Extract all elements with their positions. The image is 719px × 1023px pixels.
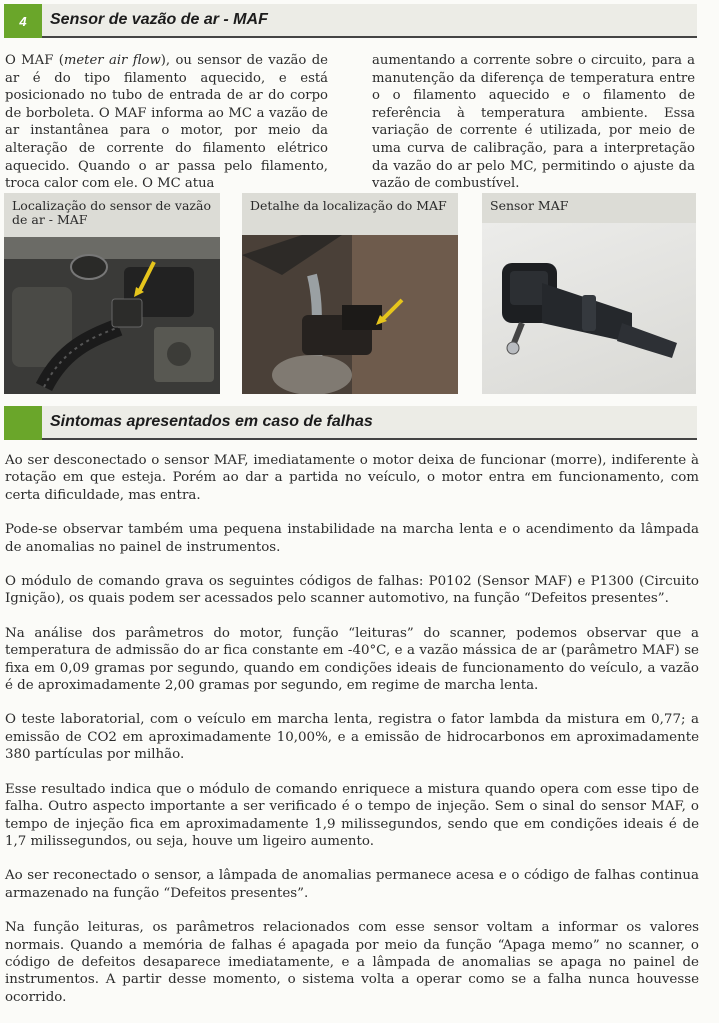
paragraph: Esse resultado indica que o módulo de comando enriquece a mistura quando opera com esse tipo de falha. Outro aspecto importante a ser verificado é o tempo de injeção. Sem o sinal do sensor MAF, o tempo de injeção fica em aproximadamente 1,9 milissegundos, sendo que em condições ideais é de 1,7 milissegundos, ou seja, houve um ligeiro aumento.: [5, 781, 699, 849]
paragraph: O módulo de comando grava os seguintes códigos de falhas: P0102 (Sensor MAF) e P1300 (Circuito Ignição), os quais podem ser acessados pelo scanner automotivo, na função “Defeitos presentes”.: [5, 574, 699, 607]
photo-panel-sensor: [482, 193, 696, 394]
intro-paragraph-left: O MAF (meter air flow), ou sensor de vazão de ar é do tipo filamento aquecido, e está posicionado no tubo de entrada de ar do corpo de borboleta. O MAF informa ao MC a vazão de ar instantânea para o motor, por meio da alteração de corrente do filamento elétrico aquecido. Quando o ar passa pelo filamento, troca calor com ele. O MC atua: [5, 53, 328, 192]
section-header-maf: [4, 4, 697, 38]
symptoms-body: [5, 452, 699, 1023]
paragraph: Ao ser desconectado o sensor MAF, imediatamente o motor deixa de funcionar (morre), indiferente à rotação em que esteja. Porém ao dar a partida no veículo, o motor entra em funcionamento, com certa dificuldade, mas entra.: [5, 453, 699, 503]
photo-panel-location: [4, 193, 220, 394]
section-title: Sintomas apresentados em caso de falhas: [42, 406, 697, 440]
section-title: Sensor de vazão de ar - MAF: [42, 4, 697, 38]
paragraph: Na função leituras, os parâmetros relacionados com esse sensor voltam a informar os valores normais. Quando a memória de falhas é apagada por meio da função “Apaga memo” no scanner, o código de defeitos desaparece imediatamente, e a lâmpada de anomalias se apaga no painel de instrumentos. A partir desse momento, o sistema volta a operar como se a falha nunca houvesse ocorrido.: [5, 920, 699, 1005]
paragraph: O teste laboratorial, com o veículo em marcha lenta, registra o fator lambda da mistura em 0,77; a emissão de CO2 em aproximadamente 10,00%, e a emissão de hidrocarbonos em aproximadamente 380 partículas por milhão.: [5, 712, 699, 763]
intro-paragraph-right: aumentando a corrente sobre o circuito, para a manutenção da diferença de temperatura entre o o filamento aquecido e o filamento de referência à temperatura ambiente. Essa variação de corrente é utilizada, por meio de uma curva de calibração, para a interpretação da vazão do ar pelo MC, permitindo o ajuste da vazão de combustível.: [372, 53, 695, 192]
section-header-symptoms: [4, 406, 697, 440]
section-number: 4: [4, 4, 42, 38]
photo-caption: Detalhe da localização do MAF: [250, 198, 447, 213]
photo-caption: Sensor MAF: [490, 198, 569, 213]
photo-caption: Localização do sensor de vazão de ar - MAF: [12, 198, 211, 227]
intro-column-right: [372, 52, 695, 193]
photo-panel-detail: [242, 193, 458, 394]
paragraph: Ao ser reconectado o sensor, a lâmpada de anomalias permanece acesa e o código de falhas continua armazenado na função “Defeitos presentes”.: [5, 868, 699, 901]
section-marker: [4, 406, 42, 440]
maf-detail-photo: [242, 235, 458, 394]
paragraph: Pode-se observar também uma pequena instabilidade na marcha lenta e o acendimento da lâmpada de anomalias no painel de instrumentos.: [5, 522, 699, 555]
paragraph: Na análise dos parâmetros do motor, função “leituras” do scanner, podemos observar que a temperatura de admissão do ar fica constante em -40°C, e a vazão mássica de ar (parâmetro MAF) se fixa em 0,09 gramas por segundo, quando em condições ideais de funcionamento do veículo, a vazão é de aproximadamente 2,00 gramas por segundo, em regime de marcha lenta.: [5, 625, 699, 694]
maf-sensor-photo: [482, 223, 696, 394]
meter-air-flow-term: meter air flow: [63, 53, 161, 68]
engine-bay-photo: [4, 237, 220, 394]
intro-column-left: [5, 52, 328, 193]
